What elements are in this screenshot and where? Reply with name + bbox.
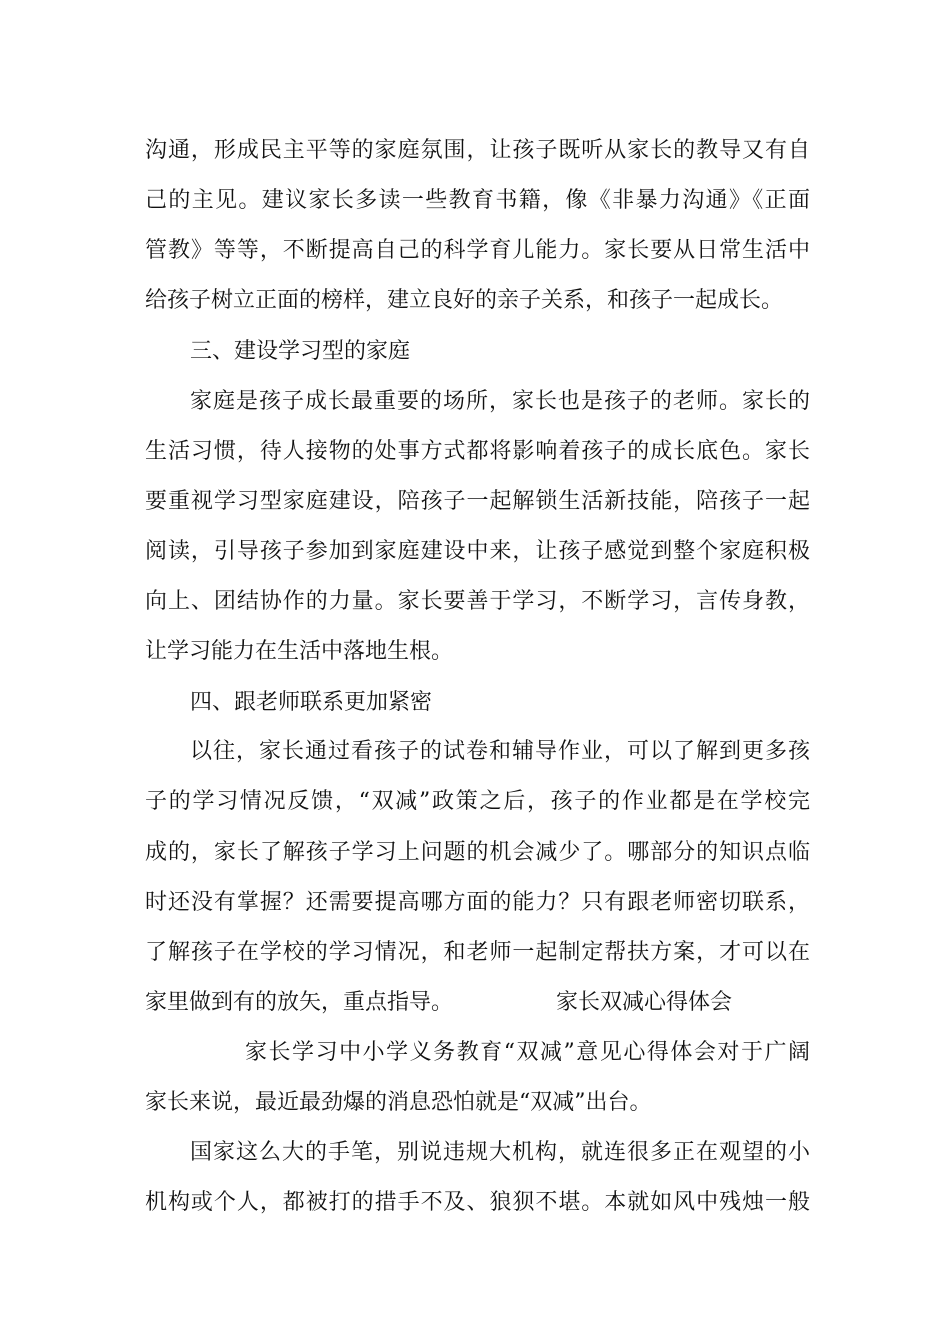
body-text-line: 成的，家长了解孩子学习上问题的机会减少了。哪部分的知识点临 [145, 840, 810, 865]
body-text-line: 家长学习中小学义务教育“双减”意见心得体会对于广阔 [245, 1040, 810, 1065]
body-text-line: 沟通，形成民主平等的家庭氛围，让孩子既听从家长的教导又有自 [145, 138, 810, 163]
body-text-line: 时还没有掌握？还需要提高哪方面的能力？只有跟老师密切联系， [145, 890, 810, 915]
body-text-line: 机构或个人，都被打的措手不及、狼狈不堪。本就如风中残烛一般 [145, 1190, 810, 1215]
body-text-line: 让学习能力在生活中落地生根。 [145, 639, 454, 664]
body-text-line: 家里做到有的放矢，重点指导。 [145, 990, 454, 1015]
section-heading: 四、跟老师联系更加紧密 [190, 690, 433, 715]
body-text-line: 家庭是孩子成长最重要的场所，家长也是孩子的老师。家长的 [190, 389, 810, 414]
body-text-line: 阅读，引导孩子参加到家庭建设中来，让孩子感觉到整个家庭积极 [145, 539, 810, 564]
body-text-line: 管教》等等，不断提高自己的科学育儿能力。家长要从日常生活中 [145, 238, 810, 263]
body-text-line: 生活习惯，待人接物的处事方式都将影响着孩子的成长底色。家长 [145, 439, 810, 464]
body-text-line: 子的学习情况反馈，“双减”政策之后，孩子的作业都是在学校完 [145, 789, 810, 814]
body-text-line: 向上、团结协作的力量。家长要善于学习，不断学习，言传身教， [145, 589, 810, 614]
body-text-line: 家长来说，最近最劲爆的消息恐怕就是“双减”出台。 [145, 1090, 652, 1115]
body-text-line: 给孩子树立正面的榜样，建立良好的亲子关系，和孩子一起成长。 [145, 288, 784, 313]
body-text-line: 国家这么大的手笔，别说违规大机构，就连很多正在观望的小 [190, 1140, 810, 1165]
body-text-line: 了解孩子在学校的学习情况，和老师一起制定帮扶方案，才可以在 [145, 940, 810, 965]
body-text-line: 要重视学习型家庭建设，陪孩子一起解锁生活新技能，陪孩子一起 [145, 489, 810, 514]
body-text-line: 己的主见。建议家长多读一些教育书籍，像《非暴力沟通》《正面 [145, 188, 810, 213]
body-text-line: 以往，家长通过看孩子的试卷和辅导作业，可以了解到更多孩 [190, 739, 810, 764]
inline-article-title: 家长双减心得体会 [556, 990, 733, 1015]
section-heading: 三、建设学习型的家庭 [190, 339, 411, 364]
